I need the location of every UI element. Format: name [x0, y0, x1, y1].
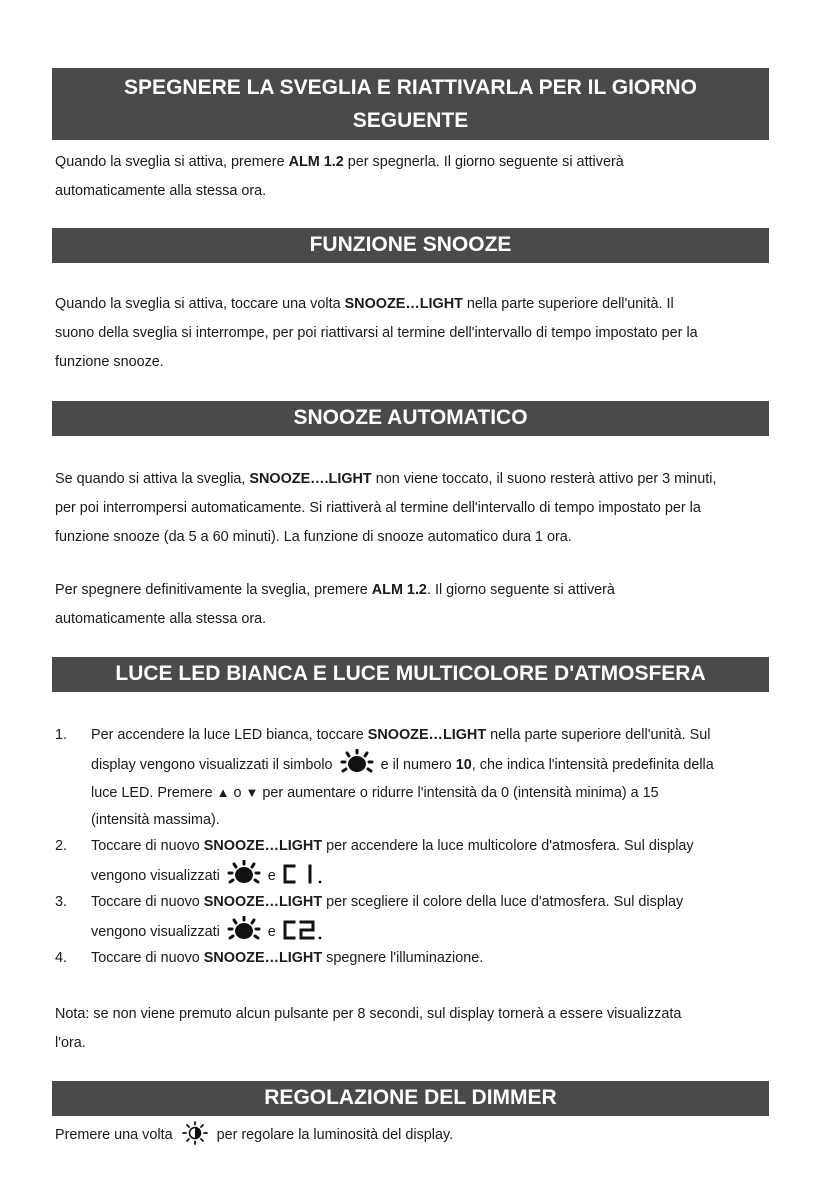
text: (intensità massima).: [91, 812, 220, 828]
section-title-line1: SPEGNERE LA SVEGLIA E RIATTIVARLA PER IL GIORNO: [124, 76, 697, 99]
dimmer-icon: [180, 1121, 210, 1145]
list-number: 4.: [55, 950, 68, 966]
list-item-2: [55, 833, 775, 889]
text: automaticamente alla stessa ora.: [55, 183, 267, 199]
paragraph-alarm-off: [55, 148, 775, 206]
text: Quando la sveglia si attiva, premere: [55, 154, 289, 170]
up-arrow-icon: ▲: [216, 785, 230, 800]
text: Premere una volta: [55, 1127, 173, 1143]
list-item-4: [55, 945, 775, 973]
text: funzione snooze (da 5 a 60 minuti). La funzione di snooze automatico dura 1 ora.: [55, 529, 572, 545]
text: Quando la sveglia si attiva, toccare una volta: [55, 296, 345, 312]
section-title-led-light: LUCE LED BIANCA E LUCE MULTICOLORE D'ATMOSFERA: [52, 657, 769, 692]
text: e il numero: [380, 757, 456, 773]
down-arrow-icon: ▼: [245, 785, 259, 800]
section-title-dimmer: REGOLAZIONE DEL DIMMER: [52, 1081, 769, 1116]
text: vengono visualizzati: [91, 924, 220, 940]
list-text: [91, 945, 771, 972]
bold-text: SNOOZE….LIGHT: [249, 471, 372, 487]
bold-text: SNOOZE…LIGHT: [203, 838, 323, 854]
list-item-1: [55, 722, 775, 832]
text: e: [267, 924, 276, 940]
text: nella parte superiore dell'unità. Il: [462, 296, 674, 312]
note-paragraph: [55, 1000, 775, 1058]
paragraph-dimmer: [55, 1121, 775, 1150]
bold-text: SNOOZE…LIGHT: [203, 950, 323, 966]
list-number: 2.: [55, 838, 68, 854]
bold-text: ALM 1.2: [371, 582, 427, 598]
paragraph-alarm-off-final: [55, 576, 775, 634]
text: vengono visualizzati: [91, 868, 220, 884]
text: funzione snooze.: [55, 354, 164, 370]
text: per spegnerla. Il giorno seguente si attiverà: [343, 154, 624, 170]
text: Per accendere la luce LED bianca, toccare: [91, 727, 368, 743]
text: automaticamente alla stessa ora.: [55, 611, 267, 627]
text: nella parte superiore dell'unità. Sul: [486, 727, 711, 743]
text: display vengono visualizzati il simbolo: [91, 757, 333, 773]
list-number: 3.: [55, 894, 68, 910]
section-title-snooze: FUNZIONE SNOOZE: [52, 228, 769, 263]
bold-text: SNOOZE…LIGHT: [344, 296, 463, 312]
text: per aumentare o ridurre l'intensità da 0 (intensità minima) a 15: [258, 785, 659, 801]
segment-display-c1: [282, 864, 324, 884]
bold-text: SNOOZE…LIGHT: [367, 727, 487, 743]
text: Toccare di nuovo: [91, 894, 204, 910]
led-light-icon: [227, 860, 261, 886]
text: per poi interrompersi automaticamente. Si riattiverà al termine dell'intervallo di tempo impostato per la: [55, 500, 701, 516]
section-title-line2: SEGUENTE: [352, 109, 469, 132]
paragraph-auto-snooze: [55, 465, 775, 552]
text: suono della sveglia si interrompe, per poi riattivarsi al termine dell'intervallo di tempo impostato per la: [55, 325, 698, 341]
text: Se quando si attiva la sveglia,: [55, 471, 250, 487]
text: . Il giorno seguente si attiverà: [426, 582, 615, 598]
text: per accendere la luce multicolore d'atmosfera. Sul display: [322, 838, 694, 854]
list-text: [91, 722, 771, 834]
text: o: [229, 785, 246, 801]
section-title-alarm-off: [52, 68, 769, 140]
text: Toccare di nuovo: [91, 950, 204, 966]
list-item-3: [55, 889, 775, 945]
list-number: 1.: [55, 727, 68, 743]
text: spegnere l'illuminazione.: [322, 950, 484, 966]
segment-display-c2: [282, 920, 324, 940]
list-text: [91, 889, 771, 946]
paragraph-snooze: [55, 290, 775, 377]
text: per scegliere il colore della luce d'atmosfera. Sul display: [322, 894, 684, 910]
text: non viene toccato, il suono resterà attivo per 3 minuti,: [371, 471, 717, 487]
text: e: [267, 868, 276, 884]
section-title-auto-snooze: SNOOZE AUTOMATICO: [52, 401, 769, 436]
text: Nota: se non viene premuto alcun pulsante per 8 secondi, sul display tornerà a essere visualizzata: [55, 1006, 682, 1022]
text: l'ora.: [55, 1035, 86, 1051]
led-light-icon: [227, 916, 261, 942]
text: Per spegnere definitivamente la sveglia, premere: [55, 582, 372, 598]
text: Toccare di nuovo: [91, 838, 204, 854]
bold-text: 10: [455, 757, 472, 773]
led-light-icon: [340, 749, 374, 775]
bold-text: ALM 1.2: [288, 154, 344, 170]
text: per regolare la luminosità del display.: [216, 1127, 454, 1143]
text: luce LED. Premere: [91, 785, 217, 801]
text: , che indica l'intensità predefinita della: [471, 757, 714, 773]
list-text: [91, 833, 771, 890]
bold-text: SNOOZE…LIGHT: [203, 894, 323, 910]
